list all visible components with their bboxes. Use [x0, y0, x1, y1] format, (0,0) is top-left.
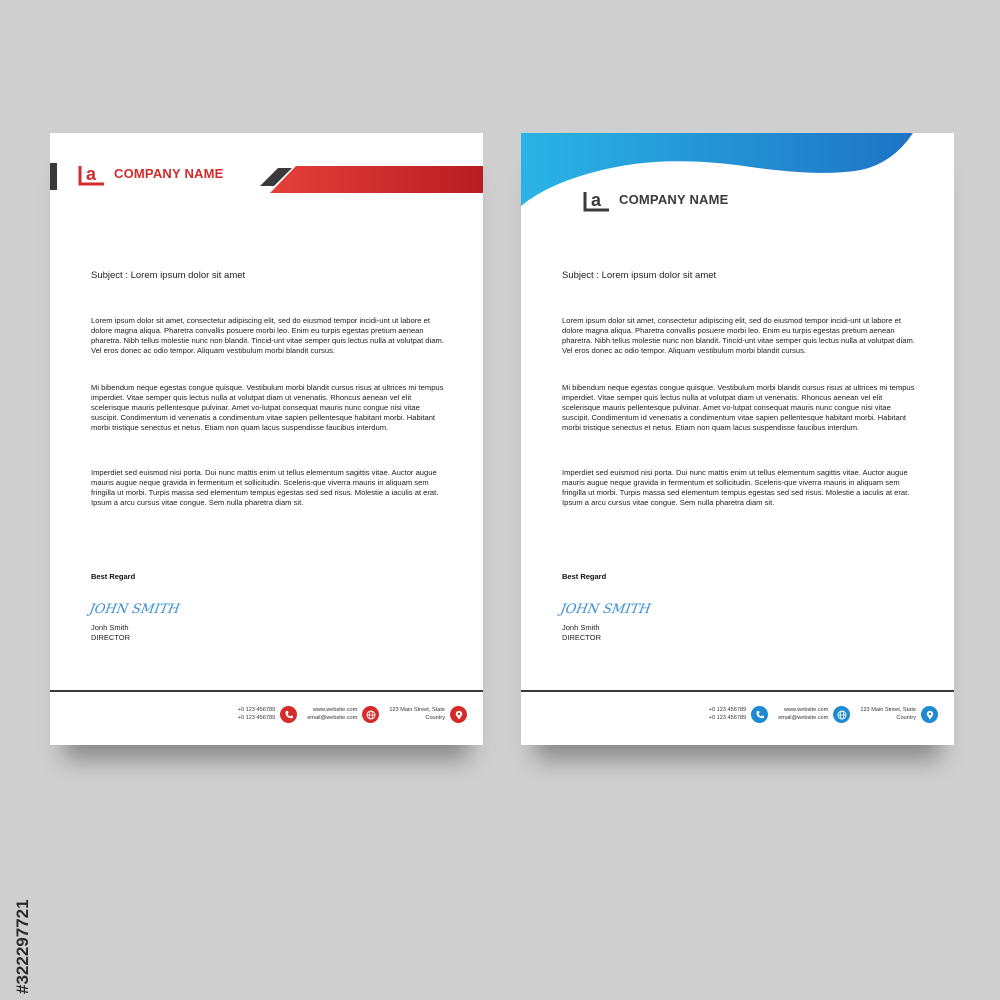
- phone-number: +0 123 456789: [237, 714, 276, 721]
- address-contact: [860, 706, 938, 723]
- website-text: www.website.com: [312, 707, 358, 713]
- contact-footer: [238, 706, 467, 723]
- letter-a-logo-icon: [78, 160, 106, 186]
- location-pin-icon: [921, 706, 938, 723]
- address-contact: [389, 706, 467, 723]
- phone-number: +0 123 456789: [708, 714, 747, 721]
- footer-divider: [50, 690, 483, 692]
- address-line: Country: [896, 714, 916, 721]
- body-paragraph: Mi bibendum neque egestas congue quisque. Vestibulum morbi blandit cursus risus at ultrices mi tempus imperdiet. Vitae semper quis lectus nulla at volutpat diam ut venenatis. Rhoncus aenean vel elit scelerisque mauris pellentesque pulvinar. Amet vo-lutpat consequat mauris nunc congue nisi vitae suscipit. Condimentum id venenatis a condimentum vitae sapien pellentesque habitant morbi. Habitant morbi tristique senectus et netus. Etiam non quam lacus suspendisse faucibus interdum.: [91, 383, 444, 432]
- svg-text:a: a: [86, 164, 97, 184]
- footer-divider: [521, 690, 954, 692]
- company-name: COMPANY NAME: [619, 191, 729, 207]
- closing-text: Best Regard: [91, 572, 136, 581]
- body-paragraph: Lorem ipsum dolor sit amet, consectetur adipiscing elit, sed do eiusmod tempor incidi-unt ut labore et dolore magna aliqua. Pharetra convallis posuere morbi leo. Enim eu turpis egestas pretium aenean pharetra. Nibh tellus molestie nunc non blandit. Tincid-unt vitae semper quis lectus nulla at volutpat diam. Vel eros donec ac odio tempor. Aliquam vestibulum morbi blandit cursus.: [562, 316, 915, 355]
- web-contact: [307, 706, 379, 723]
- phone-number: +0 123 456789: [708, 707, 747, 713]
- body-paragraph: Mi bibendum neque egestas congue quisque. Vestibulum morbi blandit cursus risus at ultrices mi tempus imperdiet. Vitae semper quis lectus nulla at volutpat diam ut venenatis. Rhoncus aenean vel elit scelerisque mauris pellentesque pulvinar. Amet vo-lutpat consequat mauris nunc congue nisi vitae suscipit. Condimentum id venenatis a condimentum vitae sapien pellentesque habitant morbi. Habitant morbi tristique senectus et netus. Etiam non quam lacus suspendisse faucibus interdum.: [562, 383, 915, 432]
- stock-id-watermark: [14, 766, 32, 996]
- letterhead-blue: [521, 133, 954, 745]
- address-line: Country: [425, 714, 445, 721]
- body-paragraph: Imperdiet sed euismod nisi porta. Dui nunc mattis enim ut tellus elementum sagittis vitae. Auctor augue mauris augue neque gravida in fermentum et sollicitudin. Sceleris-que viverra mauris in aliquam sem fringilla ut morbi. Turpis massa sed elementum tempus egestas sed sed risus. Molestie a iaculis at erat. Ipsum a arcu cursus vitae congue. Sem nulla pharetra diam sit.: [91, 468, 439, 507]
- body-paragraph: Lorem ipsum dolor sit amet, consectetur adipiscing elit, sed do eiusmod tempor incidi-unt ut labore et dolore magna aliqua. Pharetra convallis posuere morbi leo. Enim eu turpis egestas pretium aenean pharetra. Nibh tellus molestie nunc non blandit. Tincid-unt vitae semper quis lectus nulla at volutpat diam. Vel eros donec ac odio tempor. Aliquam vestibulum morbi blandit cursus.: [91, 316, 444, 355]
- globe-icon: [833, 706, 850, 723]
- phone-icon: [751, 706, 768, 723]
- signer-name: Jonh Smith: [91, 623, 129, 632]
- subject-line: Subject : Lorem ipsum dolor sit amet: [91, 270, 246, 281]
- letterhead-red: [50, 133, 483, 745]
- address-line: 123 Main Street, State: [860, 707, 916, 713]
- body-paragraph: Imperdiet sed euismod nisi porta. Dui nunc mattis enim ut tellus elementum sagittis vitae. Auctor augue mauris augue neque gravida in fermentum et sollicitudin. Sceleris-que viverra mauris in aliquam sem fringilla ut morbi. Turpis massa sed elementum tempus egestas sed sed risus. Molestie a iaculis at erat. Ipsum a arcu cursus vitae congue. Sem nulla pharetra diam sit.: [562, 468, 910, 507]
- svg-text:JOHN SMITH: JOHN SMITH: [559, 602, 652, 617]
- svg-text:JOHN SMITH: JOHN SMITH: [88, 602, 181, 617]
- company-logo: [583, 186, 729, 212]
- signer-name: Jonh Smith: [562, 623, 600, 632]
- email-text: email@website.com: [778, 714, 829, 721]
- handwritten-signature: [88, 595, 181, 619]
- phone-icon: [280, 706, 297, 723]
- phone-number: +0 123 456789: [237, 707, 276, 713]
- company-name: COMPANY NAME: [114, 165, 224, 181]
- svg-text:a: a: [591, 190, 602, 210]
- website-text: www.website.com: [783, 707, 829, 713]
- phone-contact: [238, 706, 298, 723]
- address-line: 123 Main Street, State: [389, 707, 445, 713]
- letter-a-logo-icon: [583, 186, 611, 212]
- phone-contact: [709, 706, 769, 723]
- signer-title: DIRECTOR: [562, 633, 602, 642]
- location-pin-icon: [450, 706, 467, 723]
- web-contact: [778, 706, 850, 723]
- email-text: email@website.com: [307, 714, 358, 721]
- closing-text: Best Regard: [562, 572, 607, 581]
- svg-text:#322297721: #322297721: [13, 899, 32, 994]
- company-logo: [78, 160, 224, 186]
- signer-title: DIRECTOR: [91, 633, 131, 642]
- subject-line: Subject : Lorem ipsum dolor sit amet: [562, 270, 717, 281]
- contact-footer: [709, 706, 938, 723]
- handwritten-signature: [559, 595, 652, 619]
- globe-icon: [362, 706, 379, 723]
